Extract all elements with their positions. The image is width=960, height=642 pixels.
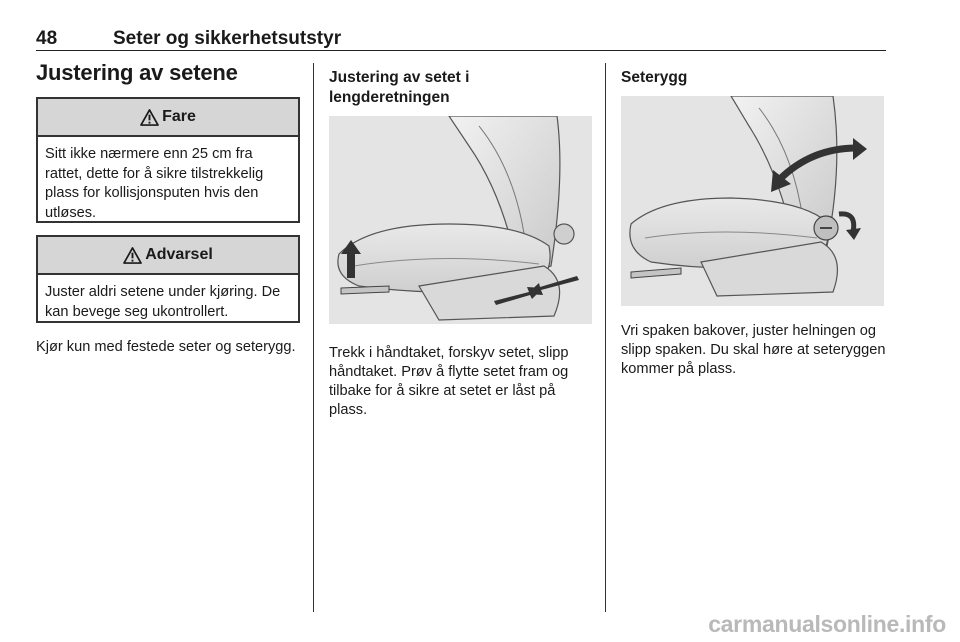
warning-triangle-icon: [140, 109, 159, 126]
seat-backrest-illustration: [621, 96, 884, 306]
col3-heading: Seterygg: [621, 69, 688, 86]
seat-backrest-figure: [621, 96, 884, 306]
warning-box-text: Juster aldri setene under kjøring. De kan bevege seg ukontrollert.: [45, 284, 281, 320]
col2-heading: Justering av setet i lengderetningen: [329, 69, 470, 106]
column-divider-1: [313, 63, 314, 612]
watermark: carmanualsonline.info: [708, 611, 946, 637]
col1-paragraph: Kjør kun med festede seter og seterygg.: [36, 339, 296, 355]
col3-paragraph: Vri spaken bakover, juster helningen og slipp spaken. Du skal høre at seteryggen kommer på plass.: [621, 323, 886, 377]
danger-box-label: Fare: [162, 108, 196, 125]
warning-triangle-icon: [123, 247, 142, 264]
seat-longitudinal-illustration: [329, 116, 592, 324]
warning-box-header: [38, 237, 298, 275]
danger-box: [36, 97, 300, 223]
chapter-title: Seter og sikkerhetsutstyr: [113, 28, 342, 49]
seat-longitudinal-figure: [329, 116, 592, 324]
danger-box-header: [38, 99, 298, 137]
warning-box: [36, 235, 300, 323]
header-divider: [36, 50, 886, 51]
col2-paragraph: Trekk i håndtaket, forskyv setet, slipp håndtaket. Prøv å flytte setet fram og tilbake for å sikre at setet er låst på plass.: [329, 345, 569, 418]
warning-box-label: Advarsel: [145, 246, 213, 263]
section-title: Justering av setene: [36, 60, 238, 85]
danger-box-text: Sitt ikke nærmere enn 25 cm fra rattet, dette for å sikre tilstrekkelig plass for kollisjonsputen hvis den utløses.: [45, 146, 264, 221]
column-divider-2: [605, 63, 606, 612]
page-number: 48: [36, 28, 58, 49]
